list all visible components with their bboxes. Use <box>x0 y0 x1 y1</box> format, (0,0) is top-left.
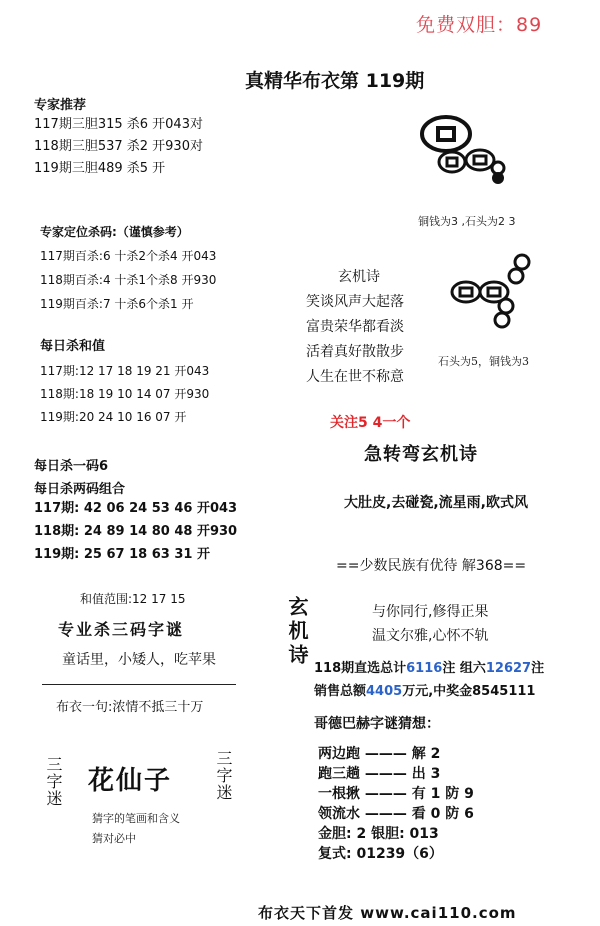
expert-heading: 专家推荐 <box>34 98 87 113</box>
stats-group6-label: 注 组六 <box>442 661 486 676</box>
daily-kill-line-119: 119期: 25 67 18 63 31 开 <box>34 547 210 562</box>
daily-kill-one: 每日杀一码6 <box>34 459 109 474</box>
kill-position-line-118: 118期百杀:4 十杀1个杀8 开930 <box>40 273 217 287</box>
coins-illustration-1 <box>410 110 520 202</box>
focus-note: 关注5 4一个 <box>330 415 411 431</box>
daily-kill-line-117: 117期: 42 06 24 53 46 开043 <box>34 501 238 516</box>
mystic-poem-heading: 玄机诗 <box>338 269 380 285</box>
daily-kill-two-heading: 每日杀两码组合 <box>34 482 126 497</box>
stats-direct-label: 118期直选总计 <box>314 661 407 676</box>
goldbach-line-1: 两边跑 ——— 解 2 <box>318 746 441 762</box>
goldbach-lines <box>318 744 474 864</box>
mystic-poem-lines <box>306 290 404 390</box>
sum-range: 和值范围:12 17 15 <box>80 592 186 606</box>
goldbach-line-2: 跑三趟 ——— 出 3 <box>318 766 441 782</box>
daily-sum-line-117: 117期:12 17 18 19 21 开043 <box>40 364 210 378</box>
daily-sum-heading: 每日杀和值 <box>40 339 106 354</box>
coins-caption-1: 铜钱为3 ,石头为2 3 <box>418 215 516 228</box>
goldbach-line-5: 金胆: 2 银胆: 013 <box>318 826 439 842</box>
xuanji-vertical-title: 玄机诗 <box>285 596 309 668</box>
buyi-line: 布衣一句:浓情不抵三十万 <box>56 700 204 715</box>
word-riddle-hint1: 猜字的笔画和含义 <box>92 812 180 825</box>
free-pick-badge: 免费双胆：89 <box>416 14 543 36</box>
sharp-turn-title: 急转弯玄机诗 <box>364 444 478 465</box>
xuanji-line-2: 温文尔雅,心怀不轨 <box>372 628 489 644</box>
daily-sum-list <box>40 362 209 427</box>
stats-direct-total: 6116 <box>406 661 443 676</box>
mystic-poem-line-1: 笑谈风声大起落 <box>306 294 404 310</box>
expert-line-118: 118期三胆537 杀2 开930对 <box>34 139 203 154</box>
goldbach-line-3: 一根揪 ——— 有 1 防 9 <box>318 786 474 802</box>
stats-line1-suffix: 注 <box>531 661 545 676</box>
expert-line-119: 119期三胆489 杀5 开 <box>34 161 166 176</box>
riddle3-heading: 专业杀三码字谜 <box>58 620 185 639</box>
minority-note: ==少数民族有优待 解368== <box>336 558 527 574</box>
mystic-poem-line-4: 人生在世不称意 <box>306 369 404 385</box>
daily-kill-list <box>34 499 237 565</box>
divider <box>42 684 236 685</box>
expert-list <box>34 116 203 178</box>
goldbach-heading: 哥德巴赫字谜猜想： <box>314 716 440 732</box>
kill-position-line-119: 119期百杀:7 十杀6个杀1 开 <box>40 297 194 311</box>
goldbach-line-4: 领流水 ——— 看 0 防 6 <box>318 806 474 822</box>
stats-sales-total: 4405 <box>366 684 403 699</box>
stats-sales-label: 销售总额 <box>314 684 367 699</box>
footer-link[interactable]: 布衣天下首发 www.cai110.com <box>258 904 517 922</box>
expert-line-117: 117期三胆315 杀6 开043对 <box>34 117 203 132</box>
riddle3-text: 童话里，小矮人，吃苹果 <box>62 652 216 668</box>
stats-line-1 <box>314 657 544 676</box>
stats-group6-total: 12627 <box>485 661 532 676</box>
coins-caption-2: 石头为5，铜钱为3 <box>438 355 529 368</box>
daily-kill-line-118: 118期: 24 89 14 80 48 开930 <box>34 524 238 539</box>
xuanji-lines <box>372 600 488 648</box>
stats-line2-suffix: 万元,中奖金8545111 <box>402 684 536 699</box>
stats-line-2 <box>314 680 535 699</box>
word-riddle-left-vertical: 三字迷 <box>44 756 63 807</box>
sharp-turn-text: 大肚皮,去碰瓷,流星雨,欧式风 <box>344 495 528 511</box>
mystic-poem-line-2: 富贵荣华都看淡 <box>306 319 404 335</box>
mystic-poem-line-3: 活着真好散散步 <box>306 344 404 360</box>
word-riddle-main: 花仙子 <box>88 766 173 796</box>
goldbach-line-6: 复式: 01239（6） <box>318 846 443 862</box>
page-title: 真精华布衣第 119期 <box>245 70 425 92</box>
daily-sum-line-119: 119期:20 24 10 16 07 开 <box>40 410 187 424</box>
word-riddle-hint2: 猜对必中 <box>92 832 136 845</box>
xuanji-line-1: 与你同行,修得正果 <box>372 604 489 620</box>
daily-sum-line-118: 118期:18 19 10 14 07 开930 <box>40 387 210 401</box>
kill-position-list <box>40 247 216 314</box>
kill-position-line-117: 117期百杀:6 十杀2个杀4 开043 <box>40 249 217 263</box>
word-riddle-right-vertical: 三字迷 <box>214 750 233 801</box>
coins-illustration-2 <box>446 250 546 342</box>
kill-position-heading: 专家定位杀码:（谨慎参考） <box>40 225 189 239</box>
